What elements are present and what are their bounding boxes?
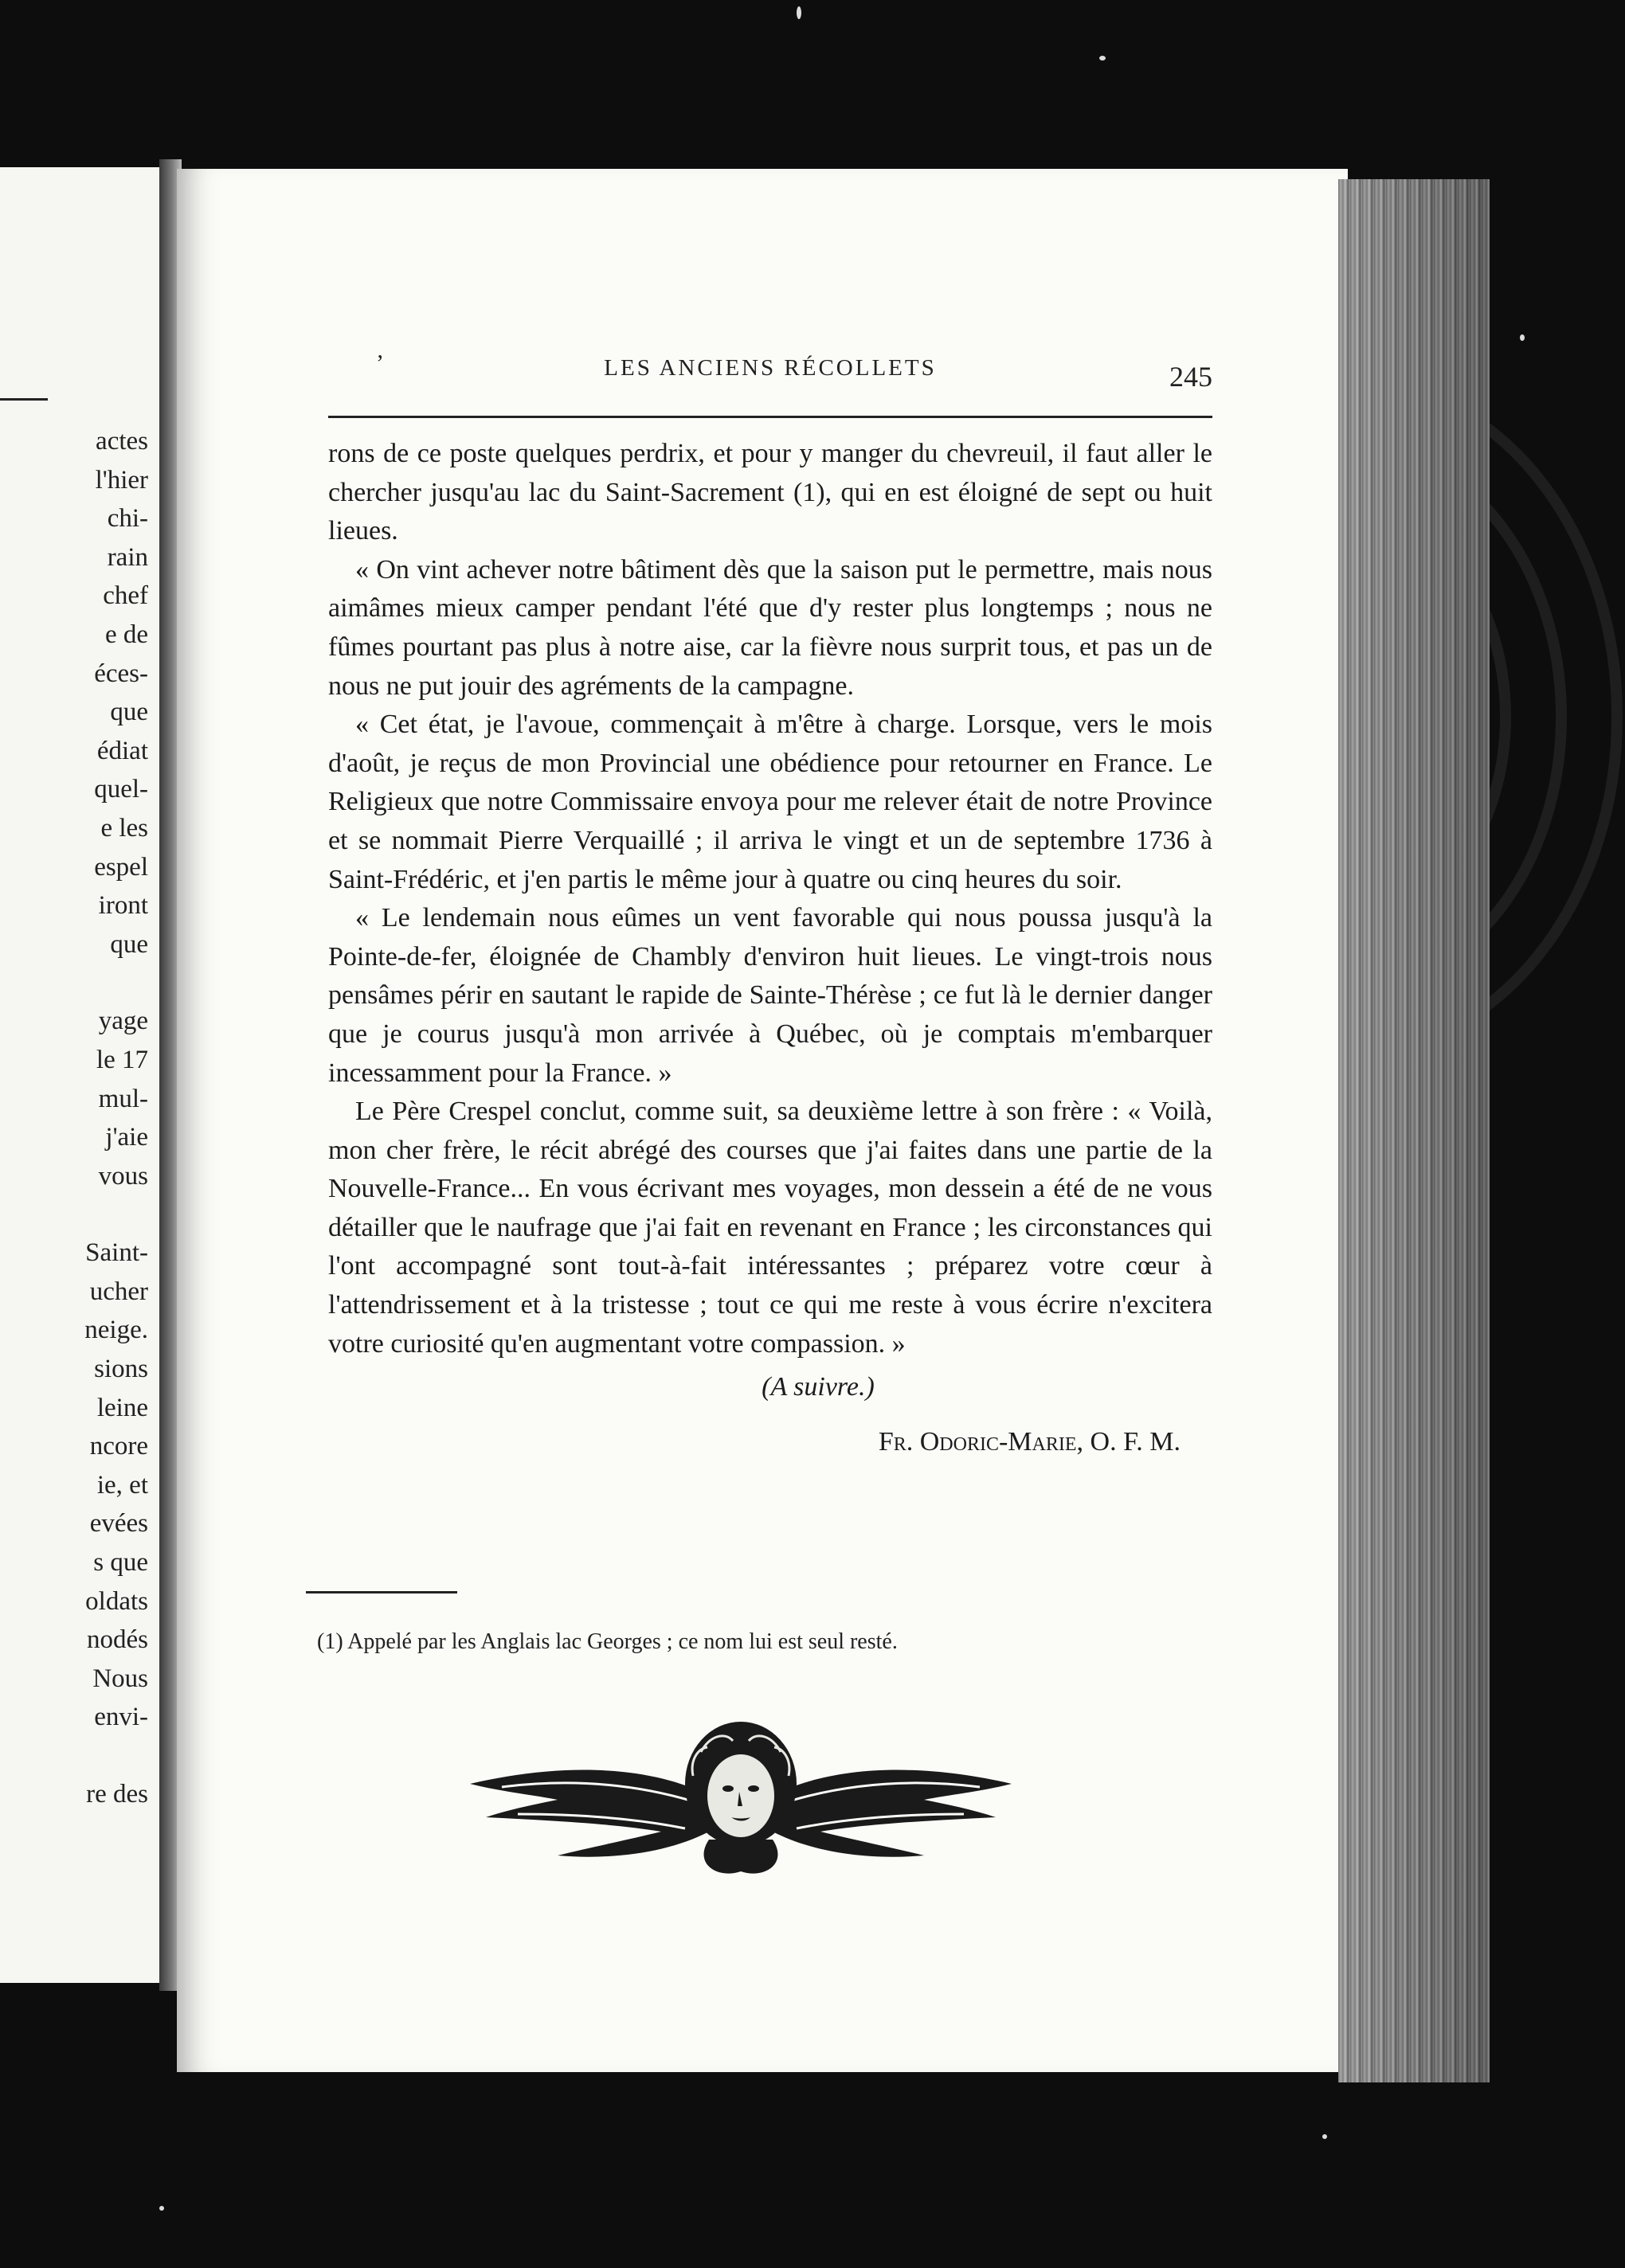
left-page-fragment: mul- (98, 1084, 148, 1113)
book-fore-edge-shade (1338, 179, 1490, 2082)
left-page-fragment: vous (98, 1161, 148, 1191)
left-page-fragment: Saint- (85, 1238, 148, 1268)
left-page-fragment: leine (96, 1393, 148, 1422)
dust-speck (1099, 56, 1106, 61)
header-mark: ʼ (376, 350, 384, 377)
left-page-fragment: nodés (87, 1625, 148, 1655)
left-page-fragment: quel- (94, 775, 148, 804)
running-head: LES ANCIENS RÉCOLLETS (604, 355, 937, 381)
left-page-fragment: oldats (85, 1586, 148, 1616)
body-text (328, 435, 1212, 1461)
left-page-fragment: édiat (96, 736, 148, 765)
left-page-fragment: espel (94, 852, 148, 882)
left-page-rule (0, 398, 48, 401)
continuation-note: (A suivre.) (762, 1372, 875, 1402)
left-page-fragment: ncore (89, 1432, 148, 1461)
header-rule (328, 416, 1212, 418)
left-page-fragment: sions (94, 1355, 148, 1384)
left-page-fragment: éces- (94, 659, 148, 688)
left-page-fragment: chef (103, 581, 148, 611)
paragraph: « Le lendemain nous eûmes un vent favorable qui nous poussa jusqu'à la Pointe-de-fer, éloignée de Chambly d'environ huit lieues. Le vingt-trois nous pensâmes périr en sautant le rapide de Sainte-Thérèse ; ce fut là le dernier danger que je courus jusqu'à mon arrivée à Québec, où je comptais m'embarquer incessamment pour la France. » (328, 903, 1212, 1088)
dust-speck (797, 6, 801, 19)
dust-speck (1322, 2134, 1327, 2139)
paragraph: « Cet état, je l'avoue, commençait à m'être à charge. Lorsque, vers le mois d'août, je reçus de mon Provincial une obédience pour retourner en France. Le Religieux que notre Commissaire envoya pour me relever était de notre Province et se nommait Pierre Verquaillé ; il arriva le vingt et un de septembre 1736 à Saint-Frédéric, et j'en partis le même jour à quatre ou cinq heures du soir. (328, 710, 1212, 894)
left-page-fragment: ucher (89, 1277, 148, 1306)
author-signature: Fr. Odoric-Marie, O. F. M. (878, 1426, 1181, 1457)
page-number: 245 (1169, 361, 1212, 393)
left-page-fragment: que (110, 698, 148, 727)
footnote-rule (306, 1591, 457, 1593)
left-page-fragment: rain (107, 542, 148, 572)
paragraph: « On vint achever notre bâtiment dès que la saison put le permettre, mais nous aimâmes mieux camper pendant l'été que d'y rester plus longtemps ; nous ne fûmes pourtant pas plus à notre aise, car la fièvre nous surprit tous, et pas un de nous ne put jouir des agréments de la campagne. (328, 554, 1212, 701)
page-header (328, 350, 1212, 398)
left-page-fragment: chi- (107, 504, 148, 534)
left-page-fragment: Nous (92, 1664, 148, 1693)
left-page-fragment: e de (104, 620, 148, 649)
left-page-fragment: evées (89, 1509, 148, 1539)
paragraph: Le Père Crespel conclut, comme suit, sa deuxième lettre à son frère : « Voilà, mon cher frère, le récit abrégé des courses que j'ai faites dans une partie de la Nouvelle-France... En vous écrivant mes voyages, mon dessein a été de ne vous détailler que le naufrage que j'ai fait en revenant en France ; les circonstances qui l'ont accompagné sont tout-à-fait intéressantes ; préparez votre cœur à l'attendrissement et à la tristesse ; tout ce qui me reste à vous écrire n'excitera votre curiosité qu'en augmentant votre compassion. » (328, 1097, 1212, 1359)
left-page-fragment: que (110, 929, 148, 959)
left-page-fragment: actes (96, 427, 148, 456)
left-page-fragment: le 17 (96, 1045, 148, 1074)
left-page-fragment: ie, et (96, 1470, 148, 1500)
left-page-fragment: yage (98, 1007, 148, 1036)
paragraph: rons de ce poste quelques perdrix, et pour y manger du chevreuil, il faut aller le chercher jusqu'au lac du Saint-Sacrement (1), qui en est éloigné de sept ou huit lieues. (328, 439, 1212, 546)
left-page-fragment: re des (86, 1780, 148, 1809)
left-page-fragment: e les (100, 813, 148, 843)
left-page-fragment: neige. (84, 1316, 148, 1345)
left-facing-page (0, 167, 159, 1983)
left-page-fragment: l'hier (95, 465, 148, 495)
left-page-fragment: j'aie (105, 1123, 148, 1152)
left-page-fragment: envi- (94, 1703, 148, 1732)
left-page-text-fragments (84, 422, 148, 1814)
winged-cherub-head-ornament-icon (454, 1712, 1028, 1887)
dust-speck (1520, 334, 1525, 341)
left-page-fragment: iront (98, 891, 148, 921)
dust-speck (159, 2206, 164, 2211)
left-page-fragment: s que (93, 1548, 148, 1578)
footnote: (1) Appelé par les Anglais lac Georges ; ce nom lui est seul resté. (317, 1629, 898, 1654)
